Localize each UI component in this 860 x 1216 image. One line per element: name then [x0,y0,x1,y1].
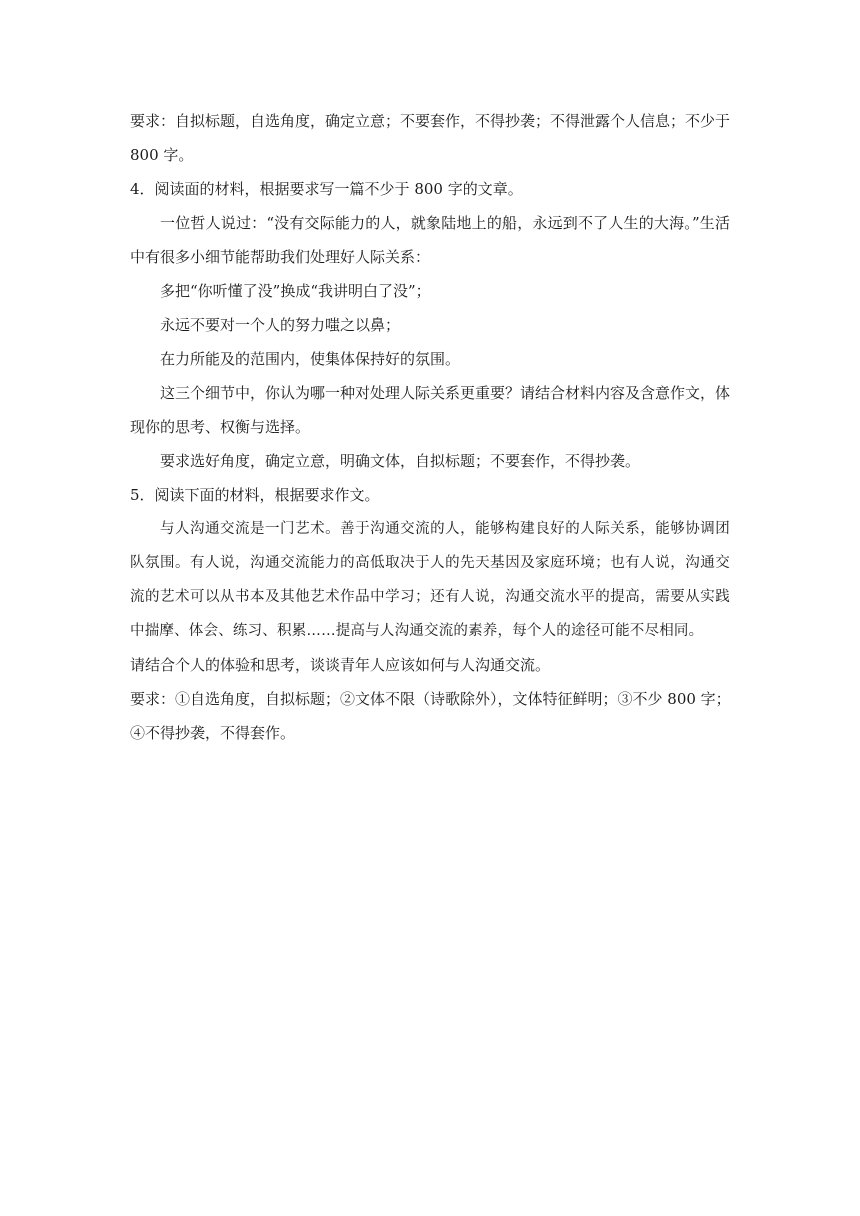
q4-material-line-1: 一位哲人说过：“没有交际能力的人，就象陆地上的船，永远到不了人生的大海。”生活 [160,214,730,232]
q5-requirement-line-1: 要求：①自选角度，自拟标题；②文体不限（诗歌除外），文体特征鲜明；③不少 800 字； [130,690,731,708]
q4-detail-3: 在力所能及的范围内，使集体保持好的氛围。 [160,350,461,368]
q4-detail-2: 永远不要对一个人的努力嗤之以鼻； [160,316,401,334]
prev-requirement-line-1: 要求：自拟标题，自选角度，确定立意；不要套作，不得抄袭；不得泄露个人信息；不少于 [130,112,731,130]
q5-material-line-2: 队氛围。有人说，沟通交流能力的高低取决于人的先天基因及家庭环境；也有人说，沟通交 [130,555,730,571]
q4-prompt: 4．阅读面的材料，根据要求写一篇不少于 800 字的文章。 [130,180,523,198]
q4-question-line-1: 这三个细节中，你认为哪一种对处理人际关系更重要？请结合材料内容及含意作文，体 [160,384,731,402]
document-page [130,104,730,750]
q5-material-line-4: 中揣摩、体会、练习、积累……提高与人沟通交流的素养，每个人的途径可能不尽相同。 [130,623,704,639]
q5-material-line-3: 流的艺术可以从书本及其他艺术作品中学习；还有人说，沟通交流水平的提高，需要从实践 [130,589,730,605]
q4-material-line-2: 中有很多小细节能帮助我们处理好人际关系： [130,248,431,266]
q4-question-line-2: 现你的思考、权衡与选择。 [130,418,311,436]
q5-material-line-1: 与人沟通交流是一门艺术。善于沟通交流的人，能够构建良好的人际关系，能够协调团 [160,521,730,537]
prev-requirement-line-2: 800 字。 [130,146,194,164]
q4-detail-1: 多把“你听懂了没”换成“我讲明白了没”； [160,282,431,300]
q4-requirement: 要求选好角度，确定立意，明确文体，自拟标题；不要套作，不得抄袭。 [160,452,641,470]
q5-task: 请结合个人的体验和思考，谈谈青年人应该如何与人沟通交流。 [130,656,551,674]
q5-prompt: 5．阅读下面的材料，根据要求作文。 [130,486,380,504]
q5-requirement-line-2: ④不得抄袭，不得套作。 [130,724,296,742]
